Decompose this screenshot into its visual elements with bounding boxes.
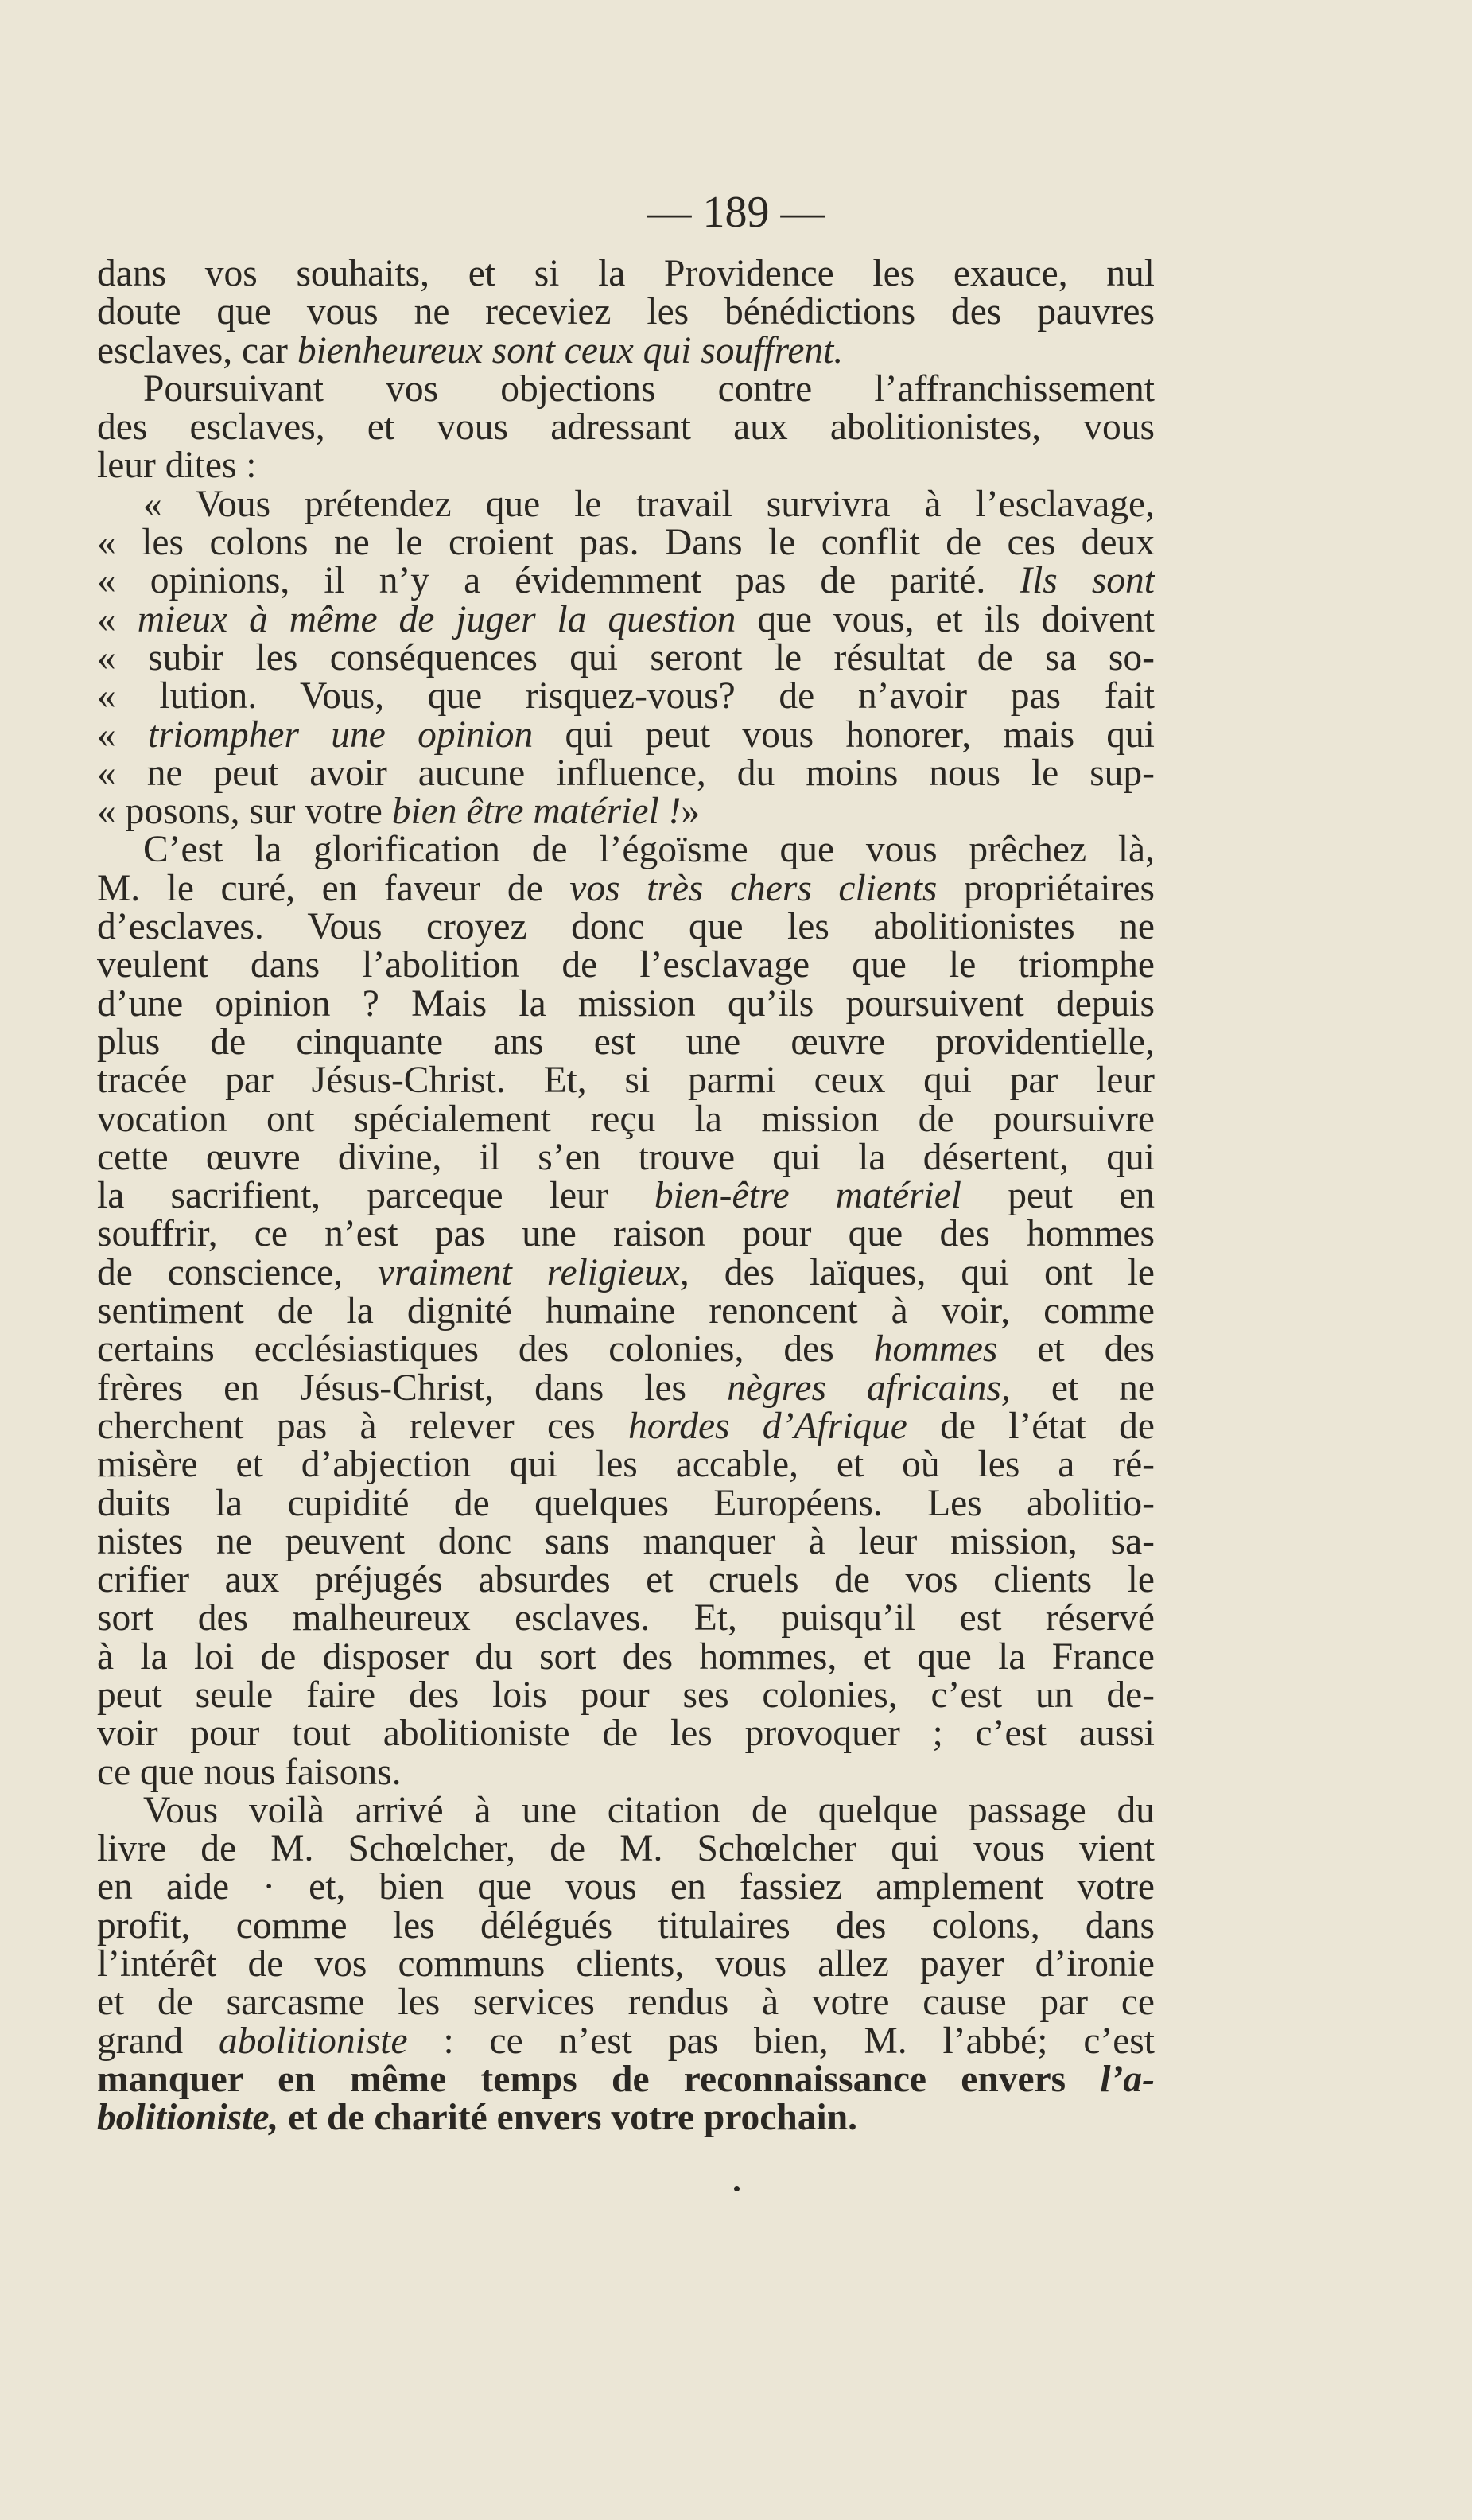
text-run: « lution. Vous, que risquez-vous? de n’avoir pas fait bbox=[97, 675, 1155, 718]
text-run: sort des malheureux esclaves. Et, puisqu’il est réservé bbox=[97, 1597, 1155, 1639]
text-line bbox=[97, 1176, 1155, 1215]
text-line bbox=[97, 2060, 1155, 2098]
text-run: » bbox=[681, 791, 701, 833]
text-run: et ne bbox=[1010, 1367, 1155, 1409]
text-line bbox=[97, 485, 1155, 523]
text-run: vocation ont spécialement reçu la mission de poursuivre bbox=[97, 1098, 1155, 1140]
text-line bbox=[97, 982, 1155, 1025]
text-run: Poursuivant vos objections contre l’affranchissement bbox=[143, 368, 1155, 410]
text-run: sentiment de la dignité humaine renoncent à voir, comme bbox=[97, 1290, 1155, 1332]
text-line bbox=[97, 791, 1155, 833]
text-run: à la loi de disposer du sort des hommes, et que la France bbox=[97, 1635, 1155, 1678]
italic-run: vraiment religieux, bbox=[377, 1251, 689, 1293]
text-run: esclaves, car bbox=[97, 329, 297, 371]
italic-run: vos très chers clients bbox=[569, 867, 938, 909]
text-run: des laïques, qui ont le bbox=[689, 1251, 1155, 1293]
text-run: de conscience, bbox=[97, 1251, 378, 1293]
text-run: et des bbox=[997, 1328, 1155, 1371]
text-run: « bbox=[97, 714, 148, 756]
text-line bbox=[97, 754, 1155, 792]
text-line bbox=[97, 445, 1155, 487]
text-line bbox=[97, 1599, 1155, 1637]
text-run: « Vous prétendez que le travail survivra à l’esclavage, bbox=[143, 483, 1155, 525]
text-run: « les colons ne le croient pas. Dans le conflit de ces deux bbox=[97, 522, 1155, 564]
text-line bbox=[97, 1215, 1155, 1253]
text-line bbox=[97, 1981, 1155, 2024]
text-run: que vous, et ils doivent bbox=[736, 598, 1155, 640]
text-run: en aide · et, bien que vous en fassiez amplement votre bbox=[97, 1866, 1155, 1908]
text-run: profit, comme les délégués titulaires des colons, dans bbox=[97, 1904, 1155, 1946]
text-run: souffrir, ce n’est pas une raison pour que des hommes bbox=[97, 1213, 1155, 1255]
italic-run: nègres africains, bbox=[727, 1367, 1011, 1409]
text-line bbox=[97, 1522, 1155, 1561]
text-line bbox=[97, 1945, 1155, 1983]
text-line bbox=[97, 1407, 1155, 1445]
text-run: veulent dans l’abolition de l’esclavage que le triomphe bbox=[97, 944, 1155, 986]
text-run: cette œuvre divine, il s’en trouve qui la désertent, qui bbox=[97, 1136, 1155, 1178]
text-run: grand bbox=[97, 2020, 219, 2062]
text-run: « opinions, il n’y a évidemment pas de parité. bbox=[97, 560, 1020, 602]
text-run: « posons, sur votre bbox=[97, 791, 392, 833]
text-line bbox=[97, 1060, 1155, 1102]
text-run: d’esclaves. Vous croyez donc que les abolitionistes ne bbox=[97, 906, 1155, 948]
text-line bbox=[97, 1676, 1155, 1714]
italic-run: triompher une opinion bbox=[148, 714, 534, 756]
text-run: misère et d’abjection qui les accable, et où les a ré- bbox=[97, 1444, 1155, 1486]
text-line bbox=[97, 869, 1155, 908]
text-line bbox=[97, 1251, 1155, 1293]
text-run: voir pour tout abolitioniste de les provoquer ; c’est aussi bbox=[97, 1713, 1155, 1755]
text-run: : ce n’est pas bien, M. l’abbé; c’est bbox=[407, 2020, 1155, 2062]
italic-run: bolitioniste, bbox=[97, 2097, 279, 2139]
italic-run: bien être matériel ! bbox=[391, 791, 682, 833]
text-line bbox=[97, 908, 1155, 946]
text-line bbox=[97, 2098, 1155, 2137]
italic-run: hommes bbox=[873, 1328, 998, 1371]
italic-run: hordes d’Afrique bbox=[627, 1405, 907, 1447]
text-line bbox=[97, 370, 1155, 408]
text-run: de l’état de bbox=[907, 1405, 1155, 1447]
text-line bbox=[97, 523, 1155, 562]
text-run: et de charité envers votre prochain. bbox=[278, 2097, 858, 2139]
text-line bbox=[97, 1868, 1155, 1906]
text-run: et de sarcasme les services rendus à votre cause par ce bbox=[97, 1981, 1155, 2024]
text-line bbox=[97, 329, 1155, 371]
text-line bbox=[97, 1484, 1155, 1522]
text-run: peut seule faire des lois pour ses colonies, c’est un de- bbox=[97, 1674, 1155, 1716]
text-line bbox=[97, 675, 1155, 718]
text-run: M. le curé, en faveur de bbox=[97, 867, 570, 909]
text-run: plus de cinquante ans est une œuvre providentielle, bbox=[97, 1021, 1155, 1063]
text-run: doute que vous ne receviez les bénédictions des pauvres bbox=[97, 291, 1155, 333]
text-run: ce que nous faisons. bbox=[97, 1751, 402, 1793]
italic-run: l’a- bbox=[1100, 2058, 1155, 2100]
italic-run: mieux à même de juger la question bbox=[137, 598, 736, 640]
text-line bbox=[97, 636, 1155, 679]
italic-run: abolitioniste bbox=[219, 2020, 408, 2062]
text-line bbox=[97, 1753, 1155, 1791]
text-run: certains ecclésiastiques des colonies, des bbox=[97, 1328, 874, 1371]
text-run: duits la cupidité de quelques Européens. Les abolitio- bbox=[97, 1482, 1155, 1524]
text-run: dans vos souhaits, et si la Providence les exauce, nul bbox=[97, 253, 1155, 294]
text-line bbox=[97, 1713, 1155, 1755]
text-line bbox=[97, 830, 1155, 869]
text-line bbox=[97, 1138, 1155, 1176]
text-line bbox=[97, 293, 1155, 331]
italic-run: bienheureux sont ceux qui souffrent. bbox=[297, 329, 844, 371]
text-line bbox=[97, 716, 1155, 754]
text-line bbox=[97, 1369, 1155, 1407]
text-line bbox=[97, 562, 1155, 600]
text-run: crifier aux préjugés absurdes et cruels de vos clients le bbox=[97, 1559, 1155, 1601]
text-run: nistes ne peuvent donc sans manquer à leur mission, sa- bbox=[97, 1520, 1155, 1562]
text-run: « ne peut avoir aucune influence, du moins nous le sup- bbox=[97, 752, 1155, 794]
italic-run: bien-être matériel bbox=[654, 1175, 962, 1217]
text-run: C’est la glorification de l’égoïsme que vous prêchez là, bbox=[143, 829, 1155, 871]
text-line bbox=[97, 2022, 1155, 2060]
text-run: d’une opinion ? Mais la mission qu’ils poursuivent depuis bbox=[97, 982, 1155, 1025]
text-line bbox=[97, 946, 1155, 984]
text-run: qui peut vous honorer, mais qui bbox=[533, 714, 1155, 756]
text-line bbox=[97, 1023, 1155, 1061]
page-number: — 189 — bbox=[647, 188, 825, 237]
text-run: leur dites : bbox=[97, 445, 257, 487]
text-line bbox=[97, 1445, 1155, 1484]
body-text bbox=[97, 255, 1155, 2137]
text-line bbox=[97, 406, 1155, 449]
text-line bbox=[97, 1100, 1155, 1138]
italic-run: Ils sont bbox=[1020, 560, 1155, 602]
text-line bbox=[97, 1830, 1155, 1868]
text-run: frères en Jésus-Christ, dans les bbox=[97, 1367, 728, 1409]
text-line bbox=[97, 255, 1155, 293]
text-run: tracée par Jésus-Christ. Et, si parmi ceux qui par leur bbox=[97, 1060, 1155, 1102]
text-run: cherchent pas à relever ces bbox=[97, 1405, 628, 1447]
text-line bbox=[97, 1635, 1155, 1678]
text-run: la sacrifient, parceque leur bbox=[97, 1175, 654, 1217]
text-run: livre de M. Schœlcher, de M. Schœlcher qui vous vient bbox=[97, 1828, 1155, 1870]
text-line bbox=[97, 1292, 1155, 1330]
text-line bbox=[97, 1904, 1155, 1946]
text-run: peut en bbox=[961, 1175, 1155, 1217]
text-run: « bbox=[97, 598, 138, 640]
text-line bbox=[97, 1561, 1155, 1599]
text-line bbox=[97, 1328, 1155, 1371]
text-run: manquer en même temps de reconnaissance envers bbox=[97, 2058, 1101, 2100]
text-run: propriétaires bbox=[937, 867, 1155, 909]
text-line bbox=[97, 598, 1155, 640]
text-run: l’intérêt de vos communs clients, vous allez payer d’ironie bbox=[97, 1943, 1155, 1985]
text-line bbox=[97, 1791, 1155, 1830]
text-run: Vous voilà arrivé à une citation de quelque passage du bbox=[143, 1789, 1155, 1831]
ink-dot bbox=[734, 2186, 740, 2191]
text-run: « subir les conséquences qui seront le résultat de sa so- bbox=[97, 636, 1155, 679]
text-run: des esclaves, et vous adressant aux abolitionistes, vous bbox=[97, 406, 1155, 449]
